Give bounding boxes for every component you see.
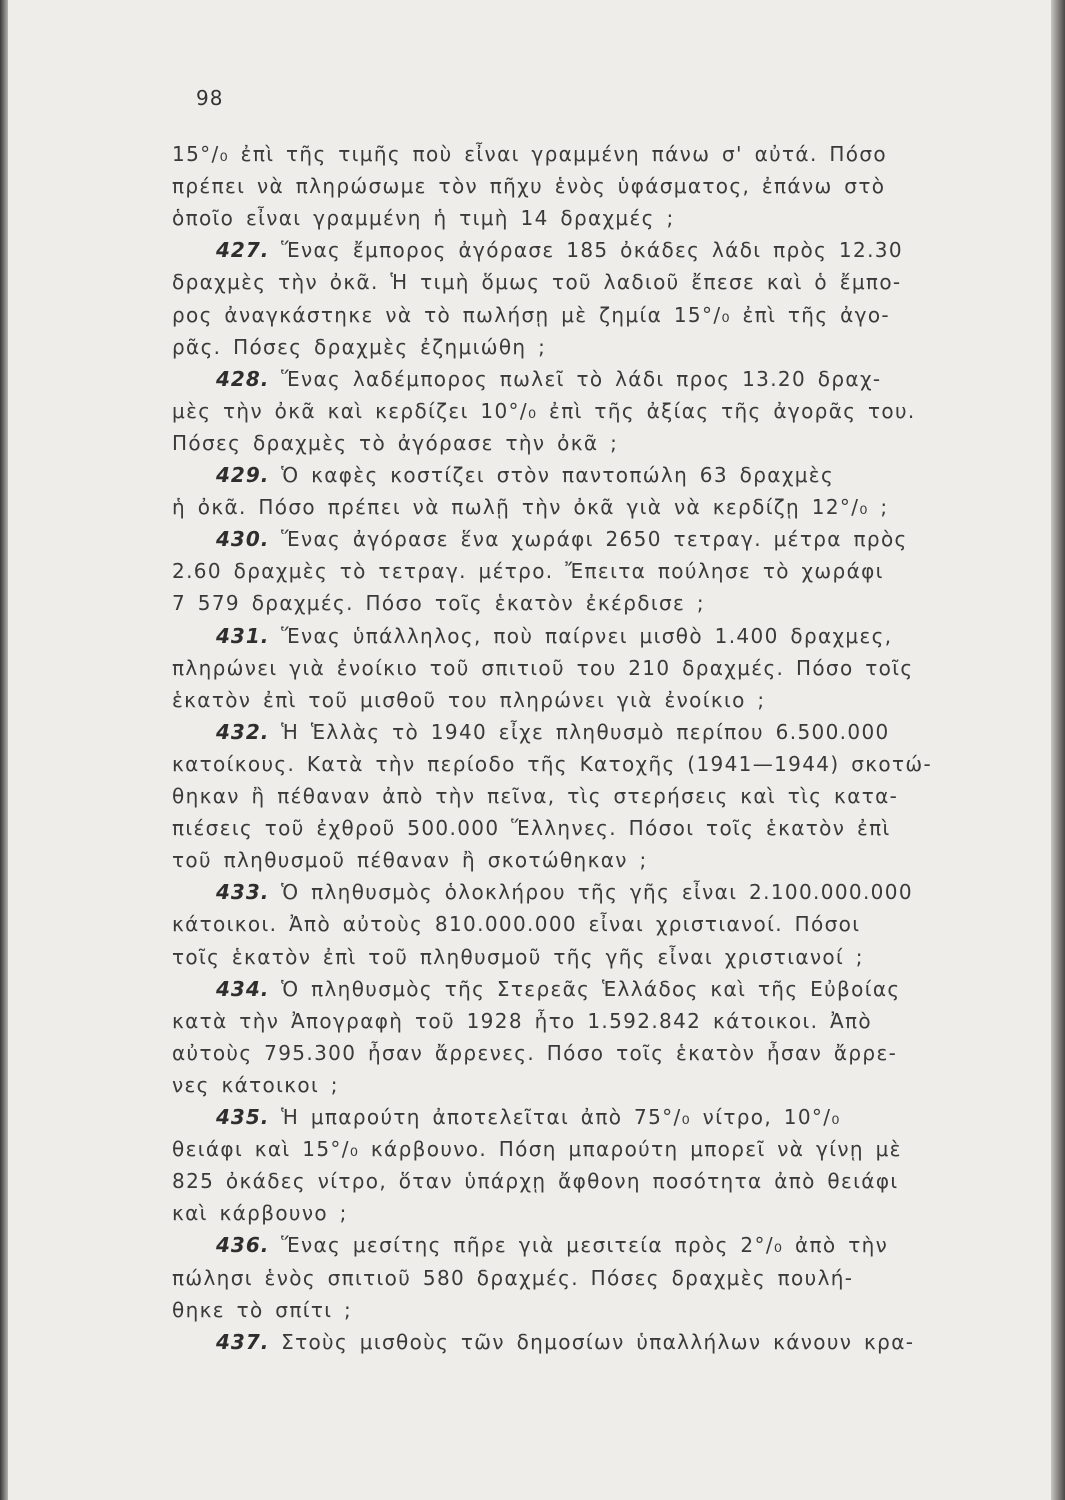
line-text: καὶ κάρβουνο ; (172, 1201, 348, 1226)
line-text: Πόσες δραχμὲς τὸ ἀγόρασε τὴν ὀκᾶ ; (172, 430, 619, 455)
line-text: νες κάτοικοι ; (172, 1072, 339, 1097)
line-text: κατὰ τὴν Ἀπογραφὴ τοῦ 1928 ἦτο 1.592.842 κάτοικοι. Ἀπὸ (172, 1008, 872, 1033)
line-text: κατοίκους. Κατὰ τὴν περίοδο τῆς Κατοχῆς (1941—1944) σκοτώ- (172, 751, 933, 776)
line-text: πιέσεις τοῦ ἐχθροῦ 500.000 Ἕλληνες. Πόσοι τοῖς ἑκατὸν ἐπὶ (172, 816, 891, 841)
text-line (172, 688, 765, 712)
exercise-number: 432. (216, 719, 270, 744)
text-line (172, 912, 860, 936)
exercise-number: 430. (216, 527, 270, 552)
text-line (172, 1137, 902, 1161)
exercise-start-line (172, 367, 881, 391)
text-line (172, 591, 705, 615)
line-text: Ἕνας ὑπάλληλος, ποὺ παίρνει μισθὸ 1.400 δραχμες, (281, 623, 893, 648)
line-text: Ἕνας ἔμπορος ἀγόρασε 185 ὀκάδες λάδι πρὸς 12.30 (281, 238, 903, 263)
exercise-number: 435. (216, 1105, 270, 1129)
text-line (172, 431, 618, 455)
line-text: Ἡ Ἑλλὰς τὸ 1940 εἶχε πληθυσμὸ περίπου 6.500.000 (281, 719, 890, 744)
text-line (172, 206, 675, 230)
text-line (172, 174, 885, 198)
exercise-number: 433. (216, 880, 270, 905)
line-text: ἑκατὸν ἐπὶ τοῦ μισθοῦ του πληρώνει γιὰ ἐνοίκιο ; (172, 687, 766, 712)
line-text: θειάφι καὶ 15°/₀ κάρβουνο. Πόση μπαρούτη μπορεῖ νὰ γίνῃ μὲ (172, 1137, 902, 1162)
line-text: θηκε τὸ σπίτι ; (172, 1297, 353, 1322)
line-text: 15°/₀ ἐπὶ τῆς τιμῆς ποὺ εἶναι γραμμένη πάνω σ' αὐτά. Πόσο (172, 142, 887, 166)
text-line (172, 559, 884, 583)
line-text: 825 ὀκάδες νίτρο, ὅταν ὑπάρχῃ ἄφθονη ποσότητα ἀπὸ θειάφι (172, 1169, 899, 1194)
text-line (172, 1073, 339, 1097)
exercise-number: 429. (216, 463, 270, 487)
exercise-start-line (172, 463, 834, 487)
exercise-number: 437. (216, 1329, 270, 1354)
text-line (172, 752, 932, 776)
exercise-start-line (172, 977, 900, 1001)
text-line (172, 142, 887, 166)
line-text: πρέπει νὰ πληρώσωμε τὸν πῆχυ ἑνὸς ὑφάσματος, ἐπάνω στὸ (172, 174, 886, 199)
page-number: 98 (196, 86, 224, 110)
exercise-start-line (172, 527, 908, 551)
text-line (172, 1009, 872, 1033)
line-text: αὐτοὺς 795.300 ἦσαν ἄρρενες. Πόσο τοῖς ἑκατὸν ἦσαν ἄρρε- (172, 1040, 898, 1065)
line-text: Ἕνας μεσίτης πῆρε γιὰ μεσιτεία πρὸς 2°/₀ ἀπὸ τὴν (281, 1233, 889, 1258)
text-line (172, 1041, 897, 1065)
line-text: Ὁ πληθυσμὸς τῆς Στερεᾶς Ἑλλάδος καὶ τῆς Εὐβοίας (281, 976, 901, 1001)
text-line (172, 1298, 352, 1322)
line-text: Ὁ καφὲς κοστίζει στὸν παντοπώλη 63 δραχμὲς (281, 463, 835, 487)
line-text: πληρώνει γιὰ ἐνοίκιο τοῦ σπιτιοῦ του 210 δραχμές. Πόσο τοῖς (172, 655, 914, 680)
exercise-start-line (172, 1233, 888, 1257)
text-line (172, 945, 864, 969)
exercise-start-line (172, 624, 892, 648)
text-line (172, 1201, 348, 1225)
line-text: ἡ ὀκᾶ. Πόσο πρέπει νὰ πωλῇ τὴν ὀκᾶ γιὰ νὰ κερδίζῃ 12°/₀ ; (172, 495, 889, 520)
line-text: Ὁ πληθυσμὸς ὁλοκλήρου τῆς γῆς εἶναι 2.100.000.000 (281, 880, 913, 905)
line-text: τοῖς ἑκατὸν ἐπὶ τοῦ πληθυσμοῦ τῆς γῆς εἶναι χριστιανοί ; (172, 944, 864, 969)
exercise-start-line (172, 1330, 914, 1354)
line-text: ὁποῖο εἶναι γραμμένη ἡ τιμὴ 14 δραχμές ; (172, 206, 675, 231)
exercise-start-line (172, 1105, 841, 1129)
line-text: 7 579 δραχμές. Πόσο τοῖς ἑκατὸν ἐκέρδισε ; (172, 591, 705, 616)
line-text: πώλησι ἑνὸς σπιτιοῦ 580 δραχμές. Πόσες δραχμὲς πουλή- (172, 1265, 854, 1290)
text-line (172, 656, 913, 680)
exercise-start-line (172, 880, 913, 904)
exercise-number: 434. (216, 976, 270, 1001)
text-line (172, 1266, 853, 1290)
line-text: ρος ἀναγκάστηκε νὰ τὸ πωλήσῃ μὲ ζημία 15°/₀ ἐπὶ τῆς ἀγο- (172, 302, 890, 327)
exercise-number: 427. (216, 238, 270, 263)
line-text: θηκαν ἢ πέθαναν ἀπὸ τὴν πεῖνα, τὶς στερήσεις καὶ τὶς κατα- (172, 784, 899, 808)
line-text: Ἕνας λαδέμπορος πωλεῖ τὸ λάδι προς 13.20 δραχ- (281, 366, 882, 391)
line-text: Ἡ μπαρούτη ἀποτελεῖται ἀπὸ 75°/₀ νίτρο, 10°/₀ (281, 1105, 841, 1129)
line-text: Στοὺς μισθοὺς τῶν δημοσίων ὑπαλλήλων κάνουν κρα- (281, 1329, 915, 1354)
exercise-start-line (172, 720, 890, 744)
line-text: μὲς τὴν ὀκᾶ καὶ κερδίζει 10°/₀ ἐπὶ τῆς ἀξίας τῆς ἀγορᾶς του. (172, 398, 916, 423)
line-text: δραχμὲς τὴν ὀκᾶ. Ἡ τιμὴ ὅμως τοῦ λαδιοῦ ἔπεσε καὶ ὁ ἔμπο- (172, 270, 902, 295)
text-line (172, 816, 891, 840)
exercise-number: 431. (216, 623, 270, 648)
text-line (172, 784, 898, 808)
text-line (172, 848, 648, 872)
text-line (172, 303, 890, 327)
text-line (172, 1169, 899, 1193)
page-right-edge-shadow (1051, 0, 1065, 1500)
page-left-edge-shadow (0, 0, 8, 1500)
exercise-number: 428. (216, 366, 270, 391)
exercise-start-line (172, 238, 903, 262)
text-line (172, 335, 546, 359)
line-text: κάτοικοι. Ἀπὸ αὐτοὺς 810.000.000 εἶναι χριστιανοί. Πόσοι (172, 912, 861, 937)
line-text: ρᾶς. Πόσες δραχμὲς ἐζημιώθη ; (172, 334, 547, 359)
text-line (172, 270, 901, 294)
text-line (172, 495, 889, 519)
line-text: Ἕνας ἀγόρασε ἕνα χωράφι 2650 τετραγ. μέτρα πρὸς (281, 527, 908, 552)
exercise-number: 436. (216, 1233, 270, 1258)
text-line (172, 399, 916, 423)
line-text: τοῦ πληθυσμοῦ πέθαναν ἢ σκοτώθηκαν ; (172, 848, 648, 873)
line-text: 2.60 δραχμὲς τὸ τετραγ. μέτρο. Ἔπειτα πούλησε τὸ χωράφι (172, 559, 884, 584)
